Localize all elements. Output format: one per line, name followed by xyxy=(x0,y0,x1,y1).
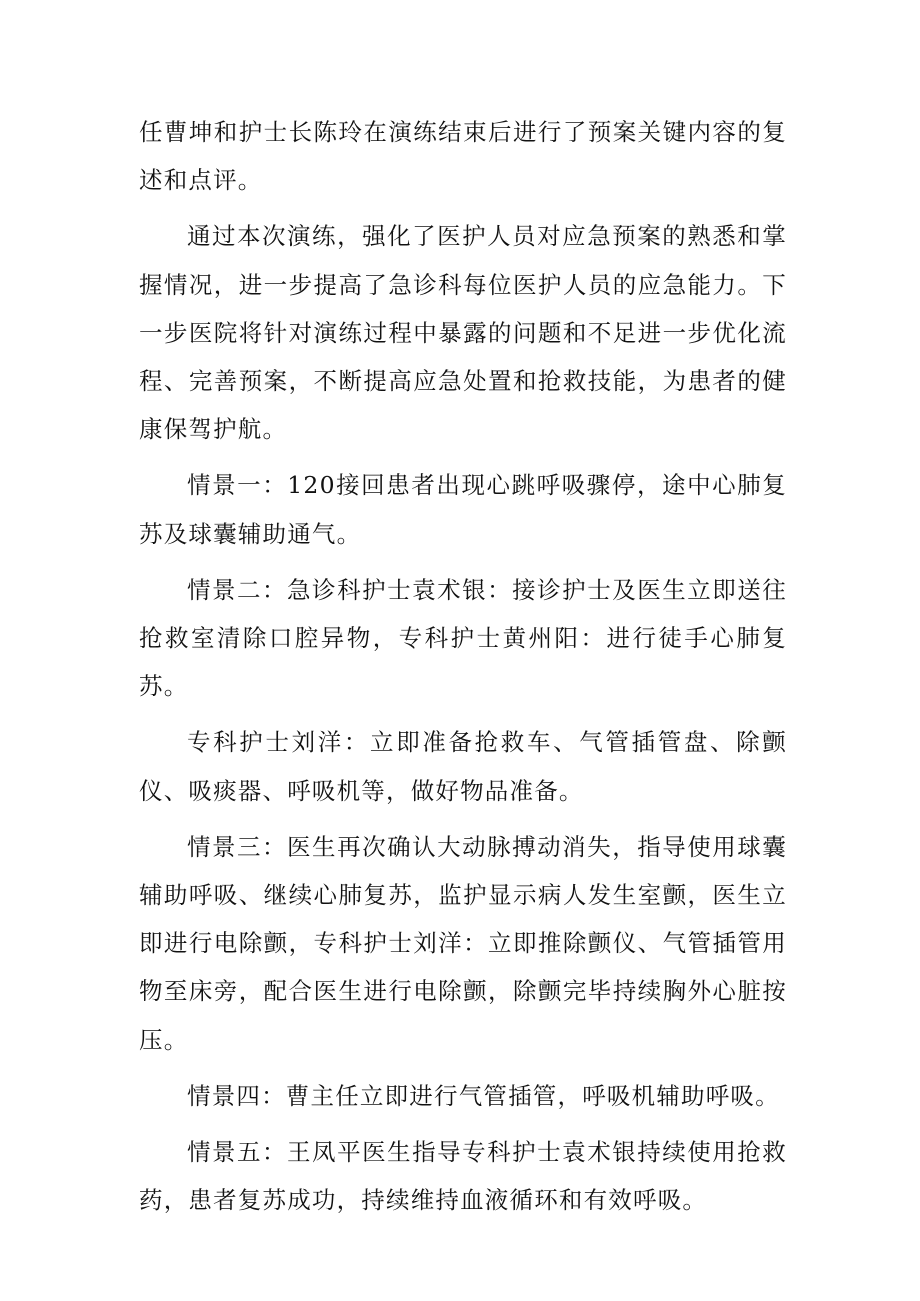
document-page xyxy=(139,108,787,1224)
paragraph-continued-review: 任曹坤和护士长陈玲在演练结束后进行了预案关键内容的复述和点评。 xyxy=(139,118,787,195)
paragraph-scenario-three: 情景三：医生再次确认大动脉搏动消失，指导使用球囊辅助呼吸、继续心肺复苏，监护显示病人发生室颤，医生立即进行电除颤，专科护士刘洋：立即推除颤仪、气管插管用物至床旁，配合医生进行电除颤，除颤完毕持续胸外心脏按压。 xyxy=(139,832,787,1054)
paragraph-scenario-four: 情景四：曹主任立即进行气管插管，呼吸机辅助呼吸。 xyxy=(187,1081,780,1110)
paragraph-scenario-one: 情景一：120接回患者出现心跳呼吸骤停，途中心肺复苏及球囊辅助通气。 xyxy=(139,471,787,548)
paragraph-drill-summary: 通过本次演练，强化了医护人员对应急预案的熟悉和掌握情况，进一步提高了急诊科每位医护人员的应急能力。下一步医院将针对演练过程中暴露的问题和不足进一步优化流程、完善预案，不断提高应急处置和抢救技能，为患者的健康保驾护航。 xyxy=(139,222,787,444)
paragraph-scenario-two: 情景二：急诊科护士袁术银：接诊护士及医生立即送往抢救室清除口腔异物，专科护士黄州阳：进行徒手心肺复苏。 xyxy=(139,575,787,701)
paragraph-scenario-five: 情景五：王凤平医生指导专科护士袁术银持续使用抢救药，患者复苏成功，持续维持血液循环和有效呼吸。 xyxy=(139,1138,787,1215)
paragraph-nurse-preparation: 专科护士刘洋：立即准备抢救车、气管插管盘、除颤仪、吸痰器、呼吸机等，做好物品准备。 xyxy=(139,728,787,805)
